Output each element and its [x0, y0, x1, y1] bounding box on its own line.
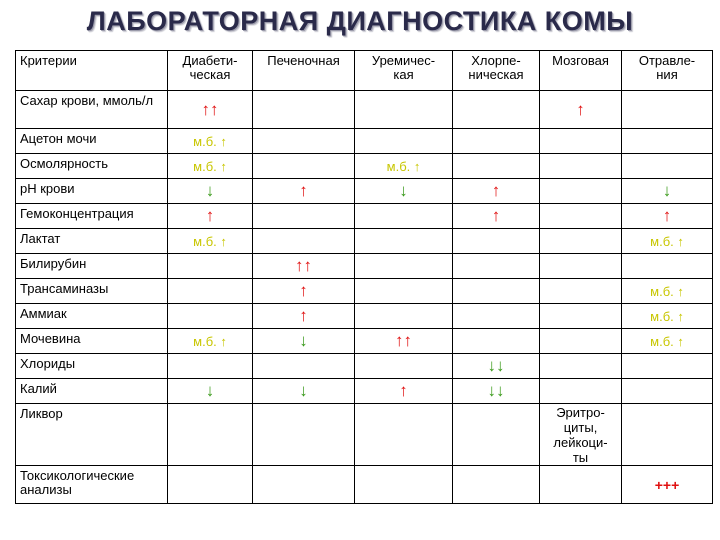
- table-cell: [355, 204, 453, 229]
- table-row: [16, 254, 713, 279]
- cell-value: м.б. ↑: [650, 233, 684, 249]
- row-label: Токсикологические анализы: [16, 466, 168, 504]
- row-label: Гемоконцентрация: [16, 204, 168, 229]
- cell-value: ↑: [491, 206, 501, 225]
- cell-value: ↑↑: [295, 256, 312, 275]
- table-row: [16, 154, 713, 179]
- table-cell: [253, 466, 355, 504]
- table-cell: [253, 379, 355, 404]
- table-cell: [622, 204, 713, 229]
- table-cell: [622, 154, 713, 179]
- table-cell: [253, 204, 355, 229]
- table-cell: [168, 204, 253, 229]
- cell-value: ↓: [662, 181, 672, 200]
- table-cell: [355, 329, 453, 354]
- table-cell: [168, 466, 253, 504]
- row-label: Хлориды: [16, 354, 168, 379]
- table-cell: [540, 204, 622, 229]
- table-cell: [622, 354, 713, 379]
- header-hepatic: Печеночная: [253, 51, 355, 91]
- table-cell: [622, 304, 713, 329]
- table-cell: [253, 179, 355, 204]
- table-cell: [540, 229, 622, 254]
- table-cell: [253, 229, 355, 254]
- table-cell: [355, 354, 453, 379]
- cell-value: ↑: [399, 381, 408, 400]
- table-cell: [253, 304, 355, 329]
- table-cell: [355, 466, 453, 504]
- table-row: [16, 354, 713, 379]
- table-cell: [253, 329, 355, 354]
- cell-value: м.б. ↑: [193, 158, 227, 174]
- row-label: Мочевина: [16, 329, 168, 354]
- table-row: [16, 379, 713, 404]
- table-cell: [453, 229, 540, 254]
- table-cell: [540, 129, 622, 154]
- table-cell: [453, 154, 540, 179]
- table-cell: [540, 179, 622, 204]
- table-cell: [622, 91, 713, 129]
- table-cell: [540, 304, 622, 329]
- table-cell: [540, 354, 622, 379]
- table-cell: [453, 404, 540, 466]
- table-cell: [355, 154, 453, 179]
- table-cell: [168, 354, 253, 379]
- table-cell: [168, 91, 253, 129]
- cell-text-line: Эритро-: [556, 404, 605, 420]
- table-cell: [622, 379, 713, 404]
- row-label: Трансаминазы: [16, 279, 168, 304]
- table-cell: [168, 329, 253, 354]
- table-row: [16, 404, 713, 466]
- table-row: [16, 304, 713, 329]
- table-cell: [540, 154, 622, 179]
- table-cell: [453, 354, 540, 379]
- table-cell: [355, 404, 453, 466]
- table-cell: [622, 404, 713, 466]
- table-cell: [453, 279, 540, 304]
- row-label: Осмолярность: [16, 154, 168, 179]
- diagnostics-table: [15, 50, 713, 504]
- table-row: [16, 91, 713, 129]
- table-cell: [355, 229, 453, 254]
- row-label: Лактат: [16, 229, 168, 254]
- cell-text-line: ты: [572, 449, 589, 465]
- header-row: [16, 51, 713, 91]
- row-label: Калий: [16, 379, 168, 404]
- table-row: [16, 179, 713, 204]
- table-cell: [355, 129, 453, 154]
- table-cell: [540, 254, 622, 279]
- cell-value: +++: [654, 476, 680, 493]
- table-cell: [453, 204, 540, 229]
- cell-value: м.б. ↑: [386, 158, 421, 174]
- table-cell: [453, 91, 540, 129]
- cell-value: м.б. ↑: [650, 308, 684, 324]
- header-poisoning: Отравле- ния: [622, 51, 713, 91]
- cell-value: ↓: [299, 381, 308, 400]
- table-cell: [253, 254, 355, 279]
- table-cell: [253, 129, 355, 154]
- table-cell: [168, 304, 253, 329]
- table-cell: [453, 379, 540, 404]
- table-cell: [622, 254, 713, 279]
- table-cell: [253, 154, 355, 179]
- table-cell: [355, 254, 453, 279]
- cell-value: м.б. ↑: [193, 233, 227, 249]
- cell-text-line: циты,: [563, 419, 598, 435]
- header-uremic: Уремичес- кая: [355, 51, 453, 91]
- table-row: [16, 329, 713, 354]
- table-cell: [453, 179, 540, 204]
- table-cell: [253, 404, 355, 466]
- table-cell: [453, 129, 540, 154]
- cell-value: м.б. ↑: [193, 333, 227, 349]
- header-cerebral: Мозговая: [540, 51, 622, 91]
- cell-value: ↓: [299, 331, 308, 350]
- table-cell: [253, 354, 355, 379]
- row-label: Билирубин: [16, 254, 168, 279]
- table-cell: [540, 466, 622, 504]
- row-label: Ликвор: [16, 404, 168, 466]
- table-row: [16, 279, 713, 304]
- table-cell: [622, 329, 713, 354]
- cell-value: ↑: [576, 99, 585, 119]
- row-label: Сахар крови, ммоль/л: [16, 91, 168, 129]
- table-cell: [540, 379, 622, 404]
- table-cell: [622, 229, 713, 254]
- table-row: [16, 229, 713, 254]
- row-label: Ацетон мочи: [16, 129, 168, 154]
- table-cell: [622, 279, 713, 304]
- cell-value: ↓↓: [487, 381, 505, 400]
- table-cell: [540, 91, 622, 129]
- table-row: [16, 129, 713, 154]
- cell-value: ↑: [205, 206, 215, 225]
- cell-value: м.б. ↑: [650, 283, 684, 299]
- table-cell: [355, 379, 453, 404]
- cell-text-line: лейкоци-: [553, 434, 608, 450]
- table-cell: [540, 404, 622, 466]
- header-criteria: Критерии: [16, 51, 168, 91]
- table-cell: [622, 129, 713, 154]
- cell-value: м.б. ↑: [193, 133, 227, 149]
- table-cell: [453, 329, 540, 354]
- cell-value: ↓: [205, 181, 215, 200]
- cell-value: ↑: [299, 306, 308, 325]
- cell-value: ↑: [662, 206, 672, 225]
- cell-value: ↑: [299, 281, 308, 300]
- slide-title: ЛАБОРАТОРНАЯ ДИАГНОСТИКА КОМЫ: [86, 6, 634, 36]
- table-cell: [168, 254, 253, 279]
- header-diabetic: Диабети- ческая: [168, 51, 253, 91]
- row-label: Аммиак: [16, 304, 168, 329]
- cell-value: ↓: [205, 381, 215, 400]
- cell-value: ↑↑: [201, 99, 219, 119]
- header-chloropenic: Хлорпе- ническая: [453, 51, 540, 91]
- table-cell: [453, 466, 540, 504]
- table-cell: [355, 179, 453, 204]
- cell-value: ↑: [299, 181, 308, 200]
- table-cell: [168, 404, 253, 466]
- table-cell: [355, 91, 453, 129]
- table-cell: [355, 279, 453, 304]
- cell-value: м.б. ↑: [650, 333, 684, 349]
- row-label: рН крови: [16, 179, 168, 204]
- cell-value: ↑↑: [395, 331, 412, 350]
- table-row: [16, 204, 713, 229]
- cell-value: ↓: [399, 181, 408, 200]
- cell-value: ↓↓: [487, 356, 505, 375]
- table-cell: [168, 279, 253, 304]
- table-cell: [168, 179, 253, 204]
- table-cell: [168, 229, 253, 254]
- cell-value: ↑: [491, 181, 501, 200]
- table-cell: [540, 279, 622, 304]
- table-cell: [168, 154, 253, 179]
- table-cell: [253, 91, 355, 129]
- table-cell: [540, 329, 622, 354]
- table-cell: [168, 379, 253, 404]
- table-cell: [453, 254, 540, 279]
- table-cell: [355, 304, 453, 329]
- table-cell: [622, 466, 713, 504]
- table-cell: [253, 279, 355, 304]
- table-cell: [453, 304, 540, 329]
- table-row: [16, 466, 713, 504]
- table-cell: [168, 129, 253, 154]
- table-cell: [622, 179, 713, 204]
